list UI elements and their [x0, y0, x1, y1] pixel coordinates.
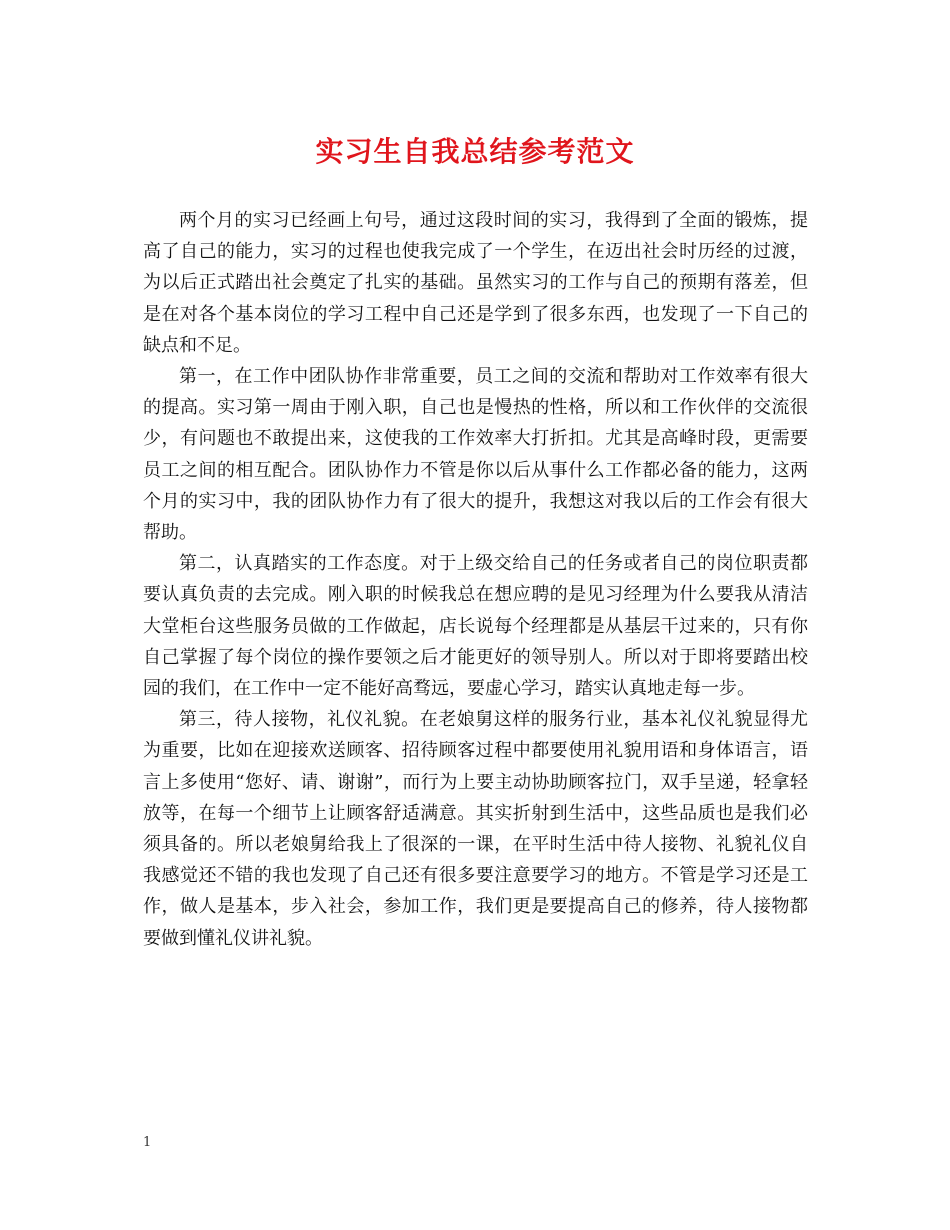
paragraph-etiquette: 第三，待人接物，礼仪礼貌。在老娘舅这样的服务行业，基本礼仪礼貌显得尤为重要，比如在迎接欢送顾客、招待顾客过程中都要使用礼貌用语和身体语言，语言上多使用“您好、请、谢谢”，而行为上要主动协助顾客拉门，双手呈递，轻拿轻放等，在每一个细节上让顾客舒适满意。其实折射到生活中，这些品质也是我们必须具备的。所以老娘舅给我上了很深的一课，在平时生活中待人接物、礼貌礼仪自我感觉还不错的我也发现了自己还有很多要注意要学习的地方。不管是学习还是工作，做人是基本，步入社会，参加工作，我们更是要提高自己的修养，待人接物都要做到懂礼仪讲礼貌。 — [143, 709, 808, 949]
page-number: 1 — [143, 1135, 152, 1150]
paragraph-work-attitude: 第二，认真踏实的工作态度。对于上级交给自己的任务或者自己的岗位职责都要认真负责的去完成。刚入职的时候我总在想应聘的是见习经理为什么要我从清洁大堂柜台这些服务员做的工作做起，店长说每个经理都是从基层干过来的，只有你自己掌握了每个岗位的操作要领之后才能更好的领导别人。所以对于即将要踏出校园的我们，在工作中一定不能好高骛远，要虚心学习，踏实认真地走每一步。 — [143, 553, 808, 700]
document-body — [143, 205, 808, 954]
paragraph-teamwork: 第一，在工作中团队协作非常重要，员工之间的交流和帮助对工作效率有很大的提高。实习第一周由于刚入职，自己也是慢热的性格，所以和工作伙伴的交流很少，有问题也不敢提出来，这使我的工作效率大打折扣。尤其是高峰时段，更需要员工之间的相互配合。团队协作力不管是你以后从事什么工作都必备的能力，这两个月的实习中，我的团队协作力有了很大的提升，我想这对我以后的工作会有很大帮助。 — [143, 366, 808, 544]
page-title: 实习生自我总结参考范文 — [315, 135, 635, 168]
paragraph-intro: 两个月的实习已经画上句号，通过这段时间的实习，我得到了全面的锻炼，提高了自己的能力，实习的过程也使我完成了一个学生，在迈出社会时历经的过渡，为以后正式踏出社会奠定了扎实的基础。虽然实习的工作与自己的预期有落差，但是在对各个基本岗位的学习工程中自己还是学到了很多东西，也发现了一下自己的缺点和不足。 — [143, 210, 808, 356]
